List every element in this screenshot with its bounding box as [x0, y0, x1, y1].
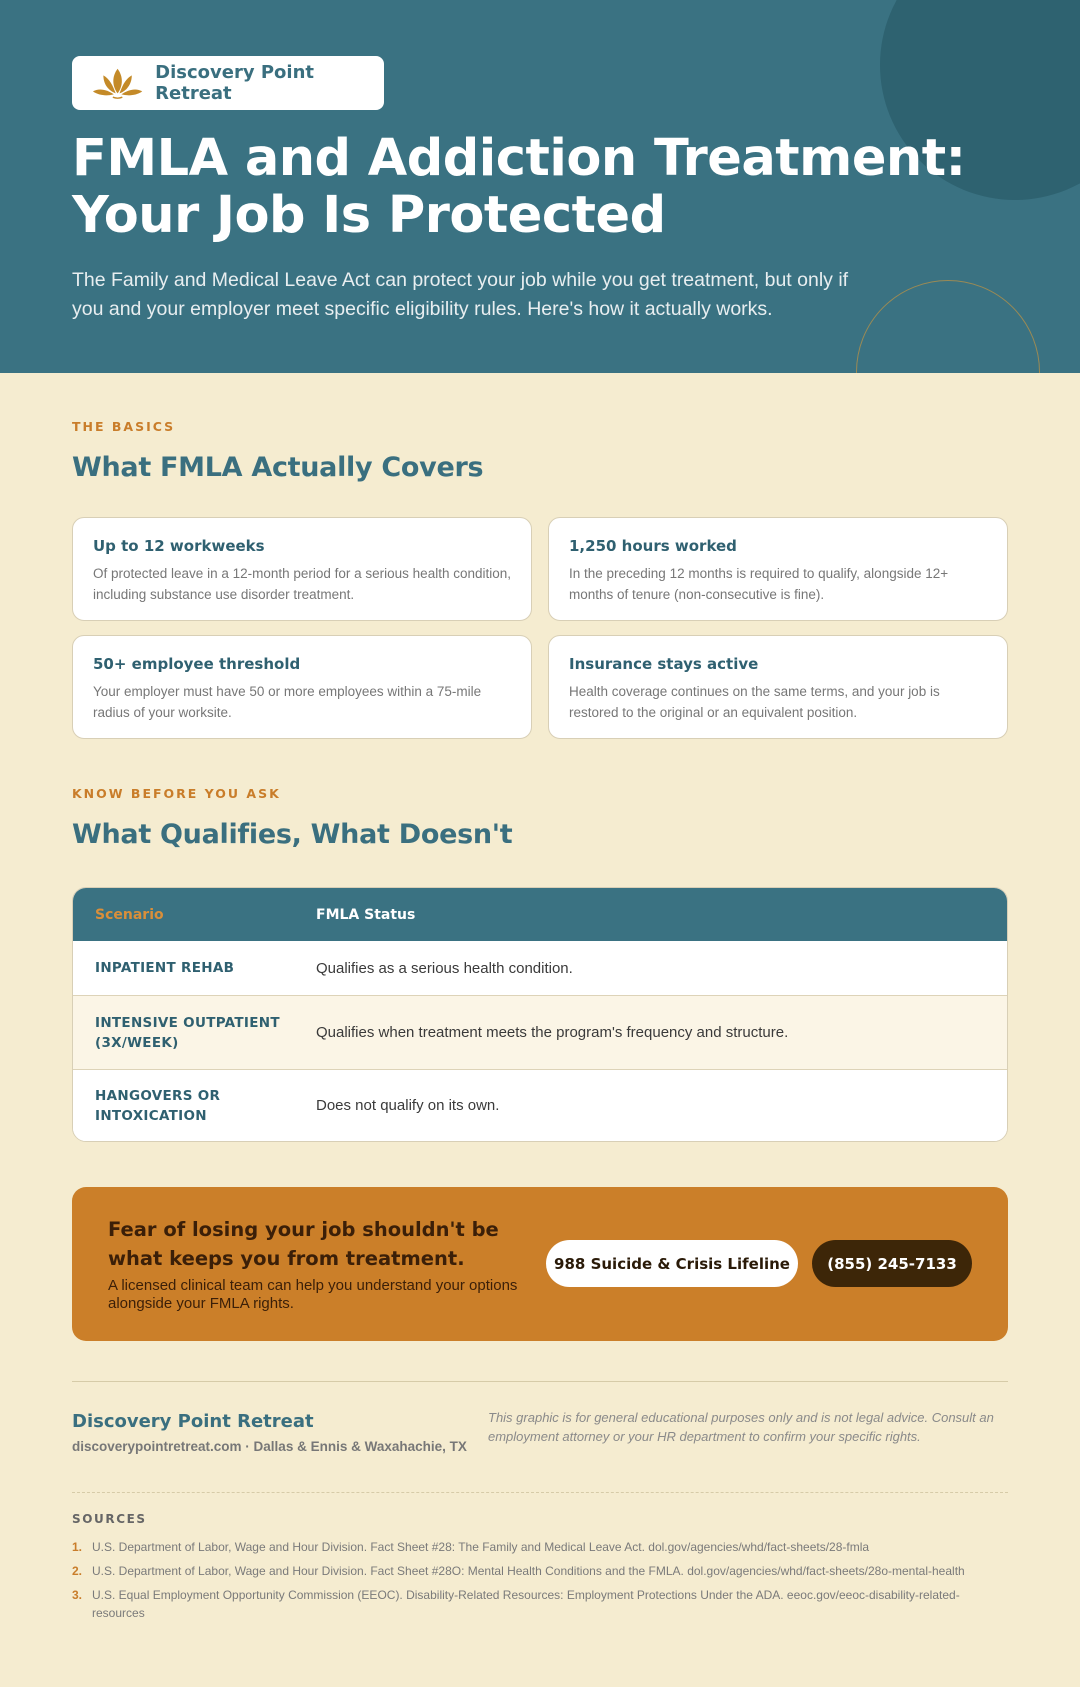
card-title: Up to 12 workweeks [93, 537, 265, 555]
card-hours [548, 517, 1008, 621]
card-title: Insurance stays active [569, 655, 759, 673]
source-number: 2. [72, 1564, 83, 1578]
card-workweeks [72, 517, 532, 621]
brand-name: Discovery Point Retreat [155, 62, 314, 104]
crisis-lifeline-button[interactable]: 988 Suicide & Crisis Lifeline [546, 1240, 798, 1287]
card-employee-threshold [72, 635, 532, 739]
sources-divider [72, 1492, 1008, 1493]
hero-banner [0, 0, 1080, 373]
legal-disclaimer: This graphic is for general educational purposes only and is not legal advice. Consult an employment attorney or your HR department to confirm your specific rights. [488, 1410, 994, 1444]
qualifies-eyebrow: KNOW BEFORE YOU ASK [72, 786, 281, 801]
status-cell: Qualifies when treatment meets the program's frequency and structure. [316, 1024, 789, 1041]
card-desc: Your employer must have 50 or more employees within a 75-mile radius of your worksite. [93, 684, 482, 720]
scenario-cell: INTENSIVE OUTPATIENT (3X/WEEK) [95, 1014, 280, 1051]
title-line-1: FMLA and Addiction Treatment: [72, 129, 966, 188]
source-item [72, 1586, 1008, 1622]
card-desc: Of protected leave in a 12-month period for a serious health condition, including substance use disorder treatment. [93, 566, 511, 602]
footer-brand: Discovery Point Retreat [72, 1411, 314, 1432]
source-number: 1. [72, 1540, 83, 1554]
basics-title: What FMLA Actually Covers [72, 452, 484, 483]
cta-heading: Fear of losing your job shouldn't be what keeps you from treatment. [108, 1218, 499, 1270]
title-line-2: Your Job Is Protected [72, 186, 666, 245]
column-header-scenario: Scenario [95, 906, 164, 923]
source-text[interactable]: U.S. Department of Labor, Wage and Hour Division. Fact Sheet #28: The Family and Medical Leave Act. dol.gov/agencies/whd/fact-sheets/28-fmla [92, 1540, 870, 1554]
table-row [73, 941, 1007, 995]
table-header [73, 888, 1007, 941]
card-title: 50+ employee threshold [93, 655, 301, 673]
cta-banner [72, 1187, 1008, 1341]
card-insurance [548, 635, 1008, 739]
qualifies-title: What Qualifies, What Doesn't [72, 819, 513, 850]
table-row [73, 995, 1007, 1069]
decorative-ring [856, 280, 1040, 373]
column-header-status: FMLA Status [316, 906, 416, 923]
card-desc: Health coverage continues on the same terms, and your job is restored to the original or an equivalent position. [569, 684, 940, 720]
source-item [72, 1538, 1008, 1556]
phone-call-button[interactable]: (855) 245-7133 [812, 1240, 972, 1287]
sources-list [72, 1538, 1008, 1628]
card-title: 1,250 hours worked [569, 537, 737, 555]
status-cell: Does not qualify on its own. [316, 1097, 500, 1114]
basics-eyebrow: THE BASICS [72, 419, 176, 434]
cta-subtext: A licensed clinical team can help you understand your options alongside your FMLA rights. [108, 1277, 518, 1312]
sources-label: SOURCES [72, 1512, 147, 1526]
source-text[interactable]: U.S. Department of Labor, Wage and Hour Division. Fact Sheet #28O: Mental Health Conditions and the FMLA. dol.gov/agencies/whd/fact-sheets/28o-mental-health [92, 1564, 965, 1578]
lotus-logo-icon [92, 65, 143, 101]
brand-badge[interactable] [72, 56, 384, 110]
page-title [72, 130, 972, 244]
hero-lead: The Family and Medical Leave Act can protect your job while you get treatment, but only if you and your employer meet specific eligibility rules. Here's how it actually works. [72, 269, 849, 320]
source-item [72, 1562, 1008, 1580]
scenario-cell: HANGOVERS OR INTOXICATION [95, 1087, 221, 1124]
footer-divider [72, 1381, 1008, 1382]
footer-site-location[interactable]: discoverypointretreat.com · Dallas & Ennis & Waxahachie, TX [72, 1439, 467, 1454]
source-number: 3. [72, 1588, 83, 1602]
scenario-cell: INPATIENT REHAB [95, 960, 235, 976]
table-row [73, 1069, 1007, 1141]
qualification-table [72, 887, 1008, 1142]
card-desc: In the preceding 12 months is required to qualify, alongside 12+ months of tenure (non-consecutive is fine). [569, 566, 949, 602]
status-cell: Qualifies as a serious health condition. [316, 959, 573, 977]
source-text[interactable]: U.S. Equal Employment Opportunity Commission (EEOC). Disability-Related Resources: Employment Protections Under the ADA. eeoc.gov/eeoc-disability-related-resources [92, 1588, 960, 1620]
